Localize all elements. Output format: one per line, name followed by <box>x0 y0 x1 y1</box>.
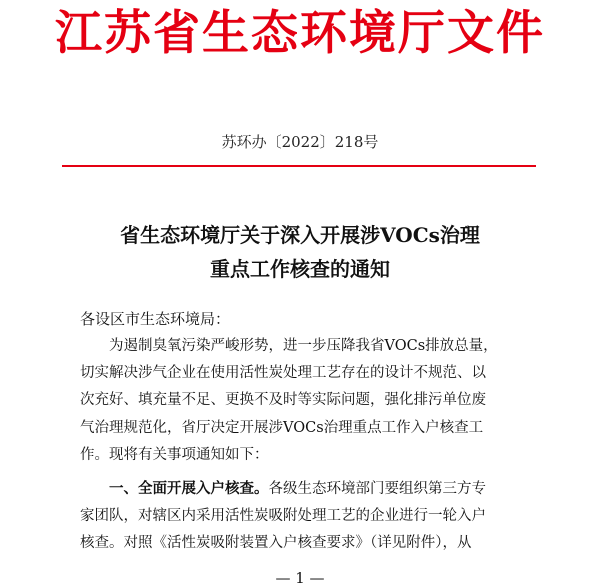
paragraph-2-first-rest: 各级生态环境部门要组织第三方专 <box>268 481 486 497</box>
document-title <box>0 218 600 286</box>
document-number: 苏环办〔2022〕218号 <box>221 133 379 151</box>
paragraph-1-line: 气治理规范化，省厅决定开展涉VOCs治理重点工作入户核查工 <box>80 419 484 436</box>
paragraph-1 <box>80 333 524 469</box>
title-line-1: 省生态环境厅关于深入开展涉VOCs治理 <box>120 223 480 247</box>
paragraph-2-line: 核查。对照《活性炭吸附装置入户核查要求》（详见附件），从 <box>80 535 472 552</box>
paragraph-1-line: 次充好、填充量不足、更换不及时等实际问题，强化排污单位废 <box>80 392 486 409</box>
salutation: 各设区市生态环境局： <box>80 310 231 328</box>
paragraph-1-line: 为遏制臭氧污染严峻形势，进一步压降我省VOCs排放总量， <box>109 338 498 354</box>
section-1-heading: 一、全面开展入户核查。 <box>109 481 269 497</box>
paragraph-2-line: 家团队，对辖区内采用活性炭吸附处理工艺的企业进行一轮入户 <box>80 508 486 525</box>
red-divider-line <box>62 165 536 167</box>
title-line-2: 重点工作核查的通知 <box>210 257 390 281</box>
paragraph-2 <box>80 476 524 558</box>
page-number: — 1 — <box>275 569 325 587</box>
paragraph-2-first-line <box>80 476 524 503</box>
paragraph-1-line: 作。现将有关事项通知如下： <box>80 446 269 463</box>
issuer-banner: 江苏省生态环境厅文件 <box>55 6 545 61</box>
paragraph-1-line: 切实解决涉气企业在使用活性炭处理工艺存在的设计不规范、以 <box>80 365 486 382</box>
